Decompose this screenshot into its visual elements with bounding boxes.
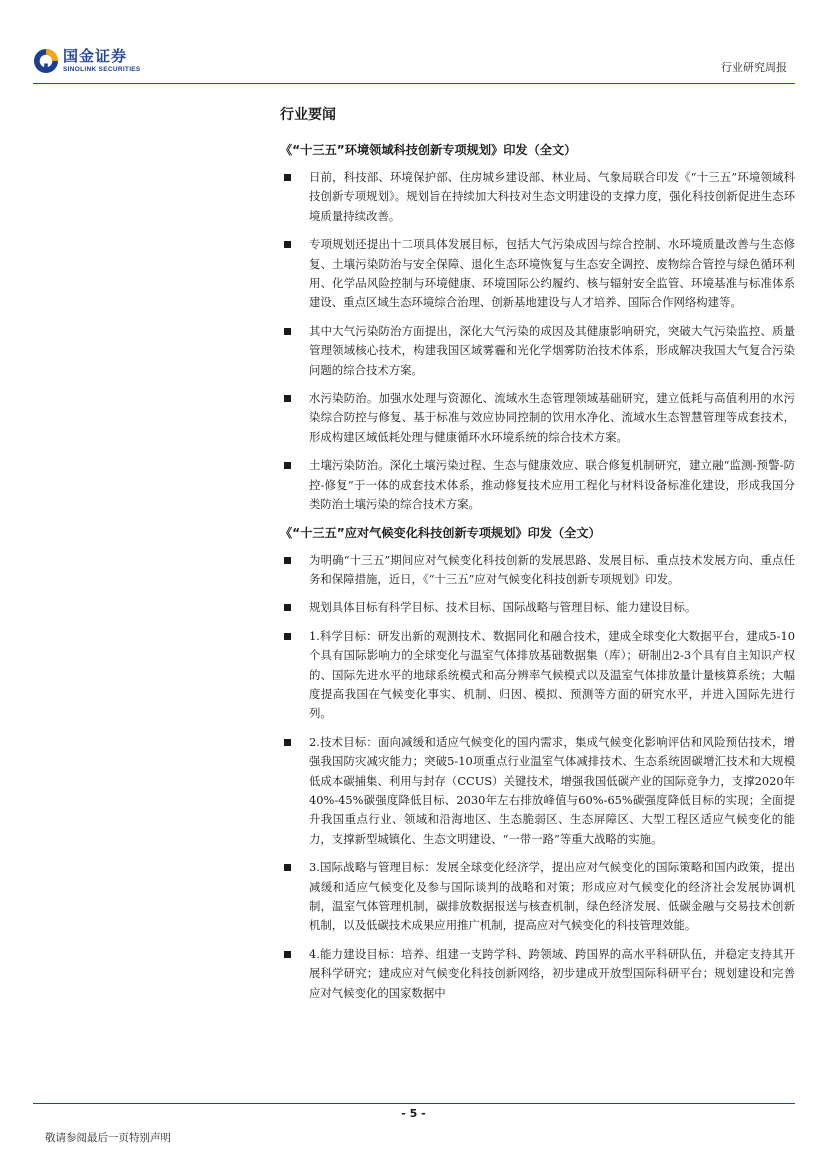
- bullet-item: [280, 389, 795, 447]
- bullet-text: 专项规划还提出十二项具体发展目标，包括大气污染成因与综合控制、水环境质量改善与生态修复、土壤污染防治与安全保障、退化生态环境恢复与生态安全调控、废物综合管控与绿色循环利用、化学品风险控制与环境健康、环境国际公约履约、核与辐射安全监管、环境基准与标准体系建设、重点区域生态环境综合治理、创新基地建设与人才培养、国际合作网络构建等。: [309, 237, 795, 310]
- bullet-text: 4.能力建设目标：培养、组建一支跨学科、跨领域、跨国界的高水平科研队伍，并稳定支持其开展科学研究；建成应对气候变化科技创新网络，初步建成开放型国际科研平台；规划建设和完善应对气候变化的国家数据中: [309, 946, 795, 1000]
- bullet-text: 为明确“十三五”期间应对气候变化科技创新的发展思路、发展目标、重点技术发展方向、重点任务和保障措施，近日，《“十三五”应对气候变化科技创新专项规划》印发。: [309, 552, 795, 586]
- square-bullet-icon: [284, 604, 291, 611]
- bullet-text: 日前，科技部、环境保护部、住房城乡建设部、林业局、气象局联合印发《“十三五”环境领域科技创新专项规划》。规划旨在持续加大科技对生态文明建设的支撑力度，强化科技创新促进生态环境质量持续改善。: [309, 170, 795, 223]
- bullet-text: 水污染防治。加强水处理与资源化、流域水生态管理领域基础研究，建立低耗与高值利用的水污染综合防控与修复、基于标准与效应协同控制的饮用水净化、流域水生态智慧管理等成套技术，形成构建区域低耗处理与健康循环水环境系统的综合技术方案。: [309, 391, 795, 444]
- brand-name-en: SINOLINK SECURITIES: [63, 65, 141, 73]
- article-title: 《“十三五”应对气候变化科技创新专项规划》印发（全文）: [280, 525, 601, 540]
- bullet-text: 1.科学目标：研发出新的观测技术、数据同化和融合技术，建成全球变化大数据平台，建成5-10个具有国际影响力的全球变化与温室气体排放基础数据集（库）；研制出2-3个具有自主知识产权的、国际先进水平的地球系统模式和高分辨率气候模式以及温室气体排放量计量核算系统；大幅度提高我国在气候变化事实、机制、归因、模拟、预测等方面的研究水平，并进入国际先进行列。: [309, 628, 795, 721]
- bullet-item: [280, 598, 795, 617]
- bullet-text: 规划具体目标有科学目标、技术目标、国际战略与管理目标、能力建设目标。: [309, 600, 697, 615]
- square-bullet-icon: [284, 174, 291, 181]
- square-bullet-icon: [284, 951, 291, 958]
- bullet-item: [280, 733, 795, 849]
- square-bullet-icon: [284, 557, 291, 564]
- square-bullet-icon: [284, 739, 291, 746]
- section-title: 行业要闻: [280, 107, 336, 123]
- bullet-item: [280, 168, 795, 226]
- square-bullet-icon: [284, 241, 291, 248]
- bullet-item: [280, 322, 795, 380]
- bullet-text: 土壤污染防治。深化土壤污染过程、生态与健康效应、联合修复机制研究，建立融“监测-预警-防控-修复”于一体的成套技术体系，推动修复技术应用工程化与材料设备标准化建设，形成我国分类防治土壤污染的综合技术方案。: [309, 458, 795, 512]
- disclaimer-text: 敬请参阅最后一页特别声明: [45, 1132, 171, 1144]
- square-bullet-icon: [284, 328, 291, 335]
- header-divider: [33, 83, 795, 84]
- bullet-item: [280, 235, 795, 313]
- bullet-item: [280, 627, 795, 724]
- bullet-text: 3.国际战略与管理目标：发展全球变化经济学，提出应对气候变化的国际策略和国内政策，提出减缓和适应气候变化及参与国际谈判的战略和对策；形成应对气候变化的经济社会发展协调机制，温室气体管理机制，碳排放数据报送与核查机制，绿色经济发展、低碳金融与交易技术创新机制，以及低碳技术成果应用推广机制，提高应对气候变化的科技管理效能。: [309, 860, 795, 933]
- bullet-item: [280, 456, 795, 514]
- article-title: 《“十三五”环境领域科技创新专项规划》印发（全文）: [280, 143, 577, 157]
- brand-logo: [33, 48, 141, 74]
- footer-divider: [33, 1103, 795, 1104]
- article-climate-plan: [280, 524, 795, 1004]
- square-bullet-icon: [284, 633, 291, 640]
- report-type-label: 行业研究周报: [721, 61, 787, 74]
- bullet-text: 2.技术目标：面向减缓和适应气候变化的国内需求，集成气候变化影响评估和风险预估技术，增强我国防灾减灾能力；突破5-10项重点行业温室气体减排技术、生态系统固碳增汇技术和大规模低成本碳捕集、利用与封存（CCUS）关键技术，增强我国低碳产业的国际竞争力，支撑2020年40%-45%碳强度降低目标、2030年左右排放峰值与60%-65%碳强度降低目标的实现；全面提升我国重点行业、领域和沿海地区、生态脆弱区、生态屏障区、大型工程区适应气候变化的能力，支撑新型城镇化、生态文明建设、“一带一路”等重大战略的实施。: [309, 734, 795, 846]
- bullet-item: [280, 858, 795, 936]
- brand-logo-icon: [33, 48, 59, 74]
- main-content: [280, 100, 795, 1012]
- page-header: [0, 0, 827, 90]
- square-bullet-icon: [284, 462, 291, 469]
- brand-name-cn: 国金证券: [63, 46, 128, 65]
- bullet-item: [280, 551, 795, 590]
- bullet-text: 其中大气污染防治方面提出，深化大气污染的成因及其健康影响研究，突破大气污染监控、质量管理领域核心技术，构建我国区域雾霾和光化学烟雾防治技术体系，形成解决我国大气复合污染问题的综合技术方案。: [309, 323, 795, 377]
- bullet-item: [280, 945, 795, 1003]
- square-bullet-icon: [284, 395, 291, 402]
- article-environment-plan: [280, 141, 795, 515]
- page-number: - 5 -: [401, 1107, 426, 1120]
- square-bullet-icon: [284, 864, 291, 871]
